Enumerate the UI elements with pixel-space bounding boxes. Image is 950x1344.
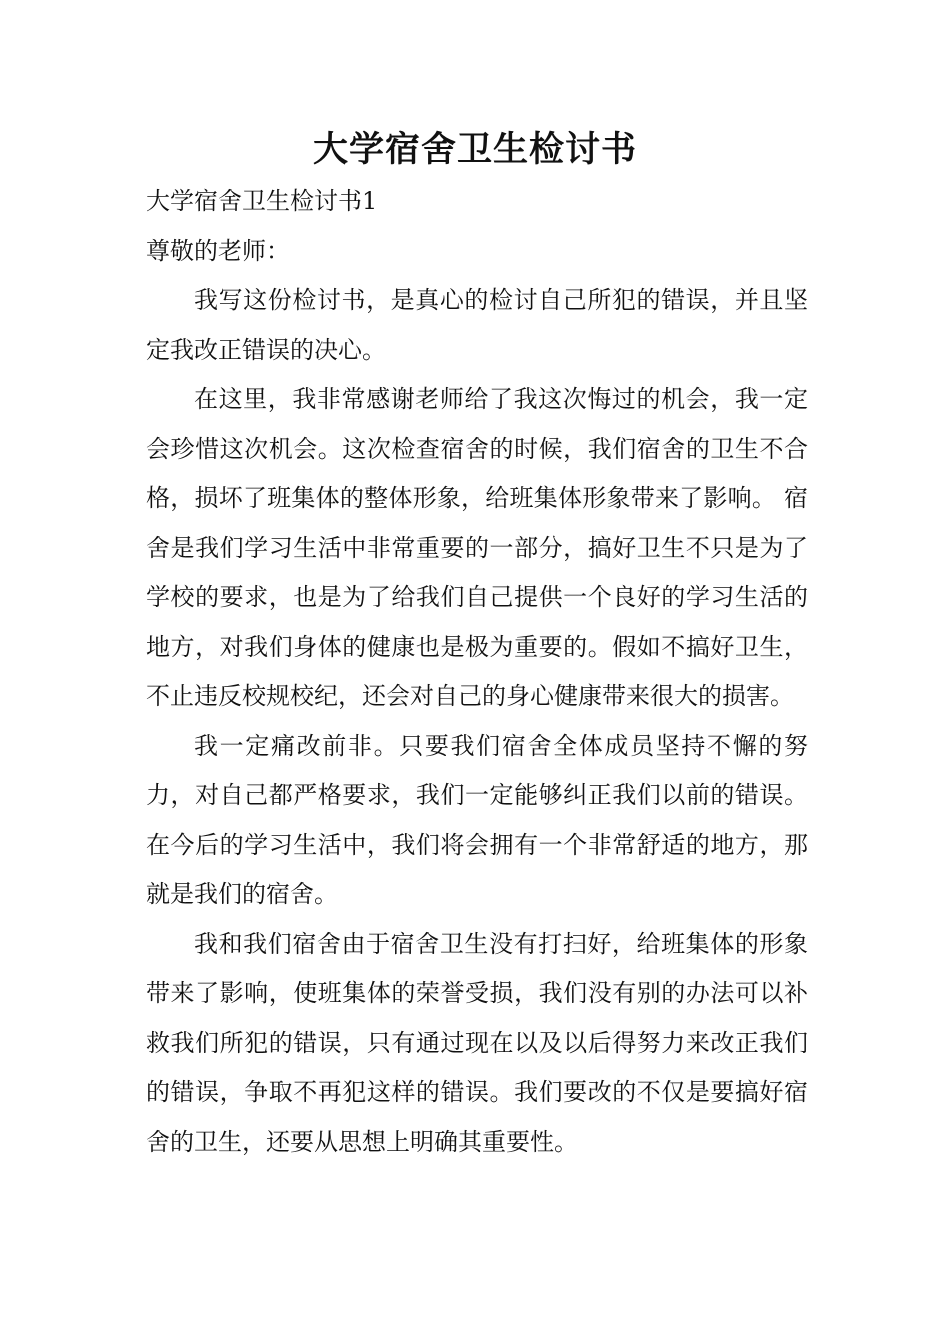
paragraph-2: 在这里，我非常感谢老师给了我这次悔过的机会，我一定会珍惜这次机会。这次检查宿舍的时候，我们宿舍的卫生不合格，损坏了班集体的整体形象，给班集体形象带来了影响。 宿舍是我们学习生活中非常重要的一部分，搞好卫生不只是为了学校的要求，也是为了给我们自己提供一个良好的学习生活的地方，对我们身体的健康也是极为重要的。假如不搞好卫生，不止违反校规校纪，还会对自己的身心健康带来很大的损害。	[146, 385, 808, 710]
paragraph-3: 我一定痛改前非。只要我们宿舍全体成员坚持不懈的努力，对自己都严格要求，我们一定能够纠正我们以前的错误。在今后的学习生活中，我们将会拥有一个非常舒适的地方，那就是我们的宿舍。	[146, 731, 808, 908]
paragraph-1: 我写这份检讨书，是真心的检讨自己所犯的错误，并且坚定我改正错误的决心。	[146, 286, 808, 364]
paragraph-4: 我和我们宿舍由于宿舍卫生没有打扫好，给班集体的形象带来了影响，使班集体的荣誉受损，我们没有别的办法可以补救我们所犯的错误，只有通过现在以及以后得努力来改正我们的错误，争取不再犯这样的错误。我们要改的不仅是要搞好宿舍的卫生，还要从思想上明确其重要性。	[146, 929, 808, 1156]
document-body	[146, 177, 808, 1167]
document-subtitle: 大学宿舍卫生检讨书1	[146, 187, 378, 215]
document-title: 大学宿舍卫生检讨书	[312, 130, 637, 170]
salutation: 尊敬的老师：	[146, 236, 290, 265]
